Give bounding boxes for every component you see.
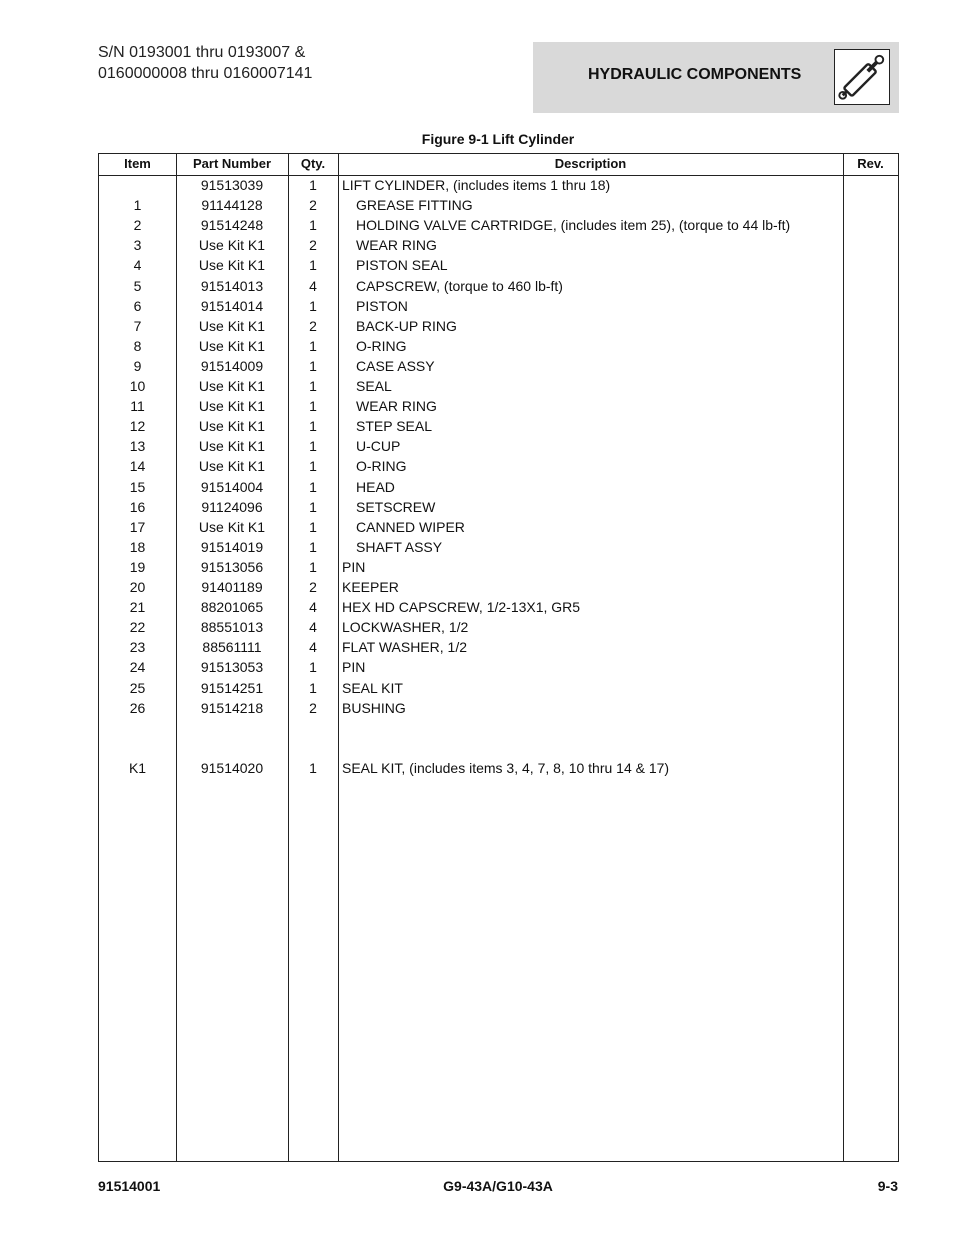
page-number: 9-3 (877, 1178, 898, 1194)
header-qty: Qty. (300, 156, 326, 171)
part-number-cell: Use Kit K1 (198, 518, 266, 535)
item-cell: 17 (129, 518, 146, 535)
qty-cell: 1 (309, 458, 317, 475)
part-number-cell: 91514020 (200, 759, 264, 776)
item-cell: 1 (133, 197, 142, 214)
item-cell: 20 (129, 579, 146, 595)
qty-cell: 4 (309, 277, 317, 294)
item-cell: 19 (129, 558, 146, 575)
qty-cell: 1 (309, 478, 317, 495)
qty-cell: 1 (309, 659, 317, 676)
part-number-cell: 91144128 (201, 197, 263, 214)
table-row (99, 517, 898, 537)
item-cell: 10 (129, 378, 146, 394)
item-cell: 8 (133, 337, 142, 354)
part-number-cell: 91514248 (200, 217, 264, 234)
qty-cell: 2 (309, 317, 317, 334)
table-row (99, 255, 898, 275)
part-number-cell: 91514009 (200, 357, 264, 374)
table-row (99, 276, 898, 296)
qty-cell: 1 (309, 177, 317, 193)
description-cell: LIFT CYLINDER, (includes items 1 thru 18) (342, 177, 611, 193)
description-cell: PIN (342, 558, 366, 575)
table-row (99, 758, 898, 778)
table-row (99, 557, 898, 577)
qty-cell: 1 (309, 518, 317, 535)
qty-cell: 1 (309, 498, 317, 515)
qty-cell: 1 (309, 337, 317, 354)
qty-cell: 4 (309, 619, 317, 636)
serial-line-1: S/N 0193001 thru 0193007 & (98, 44, 306, 61)
table-row (99, 215, 898, 235)
qty-cell: 1 (309, 398, 317, 415)
part-number-cell: Use Kit K1 (198, 418, 266, 435)
part-number-cell: 91513053 (200, 659, 264, 676)
serial-line-2: 0160000008 thru 0160007141 (98, 65, 313, 82)
item-cell: 13 (129, 438, 146, 455)
part-number-cell: 91514014 (200, 297, 264, 314)
doc-number: 91514001 (98, 1178, 161, 1194)
item-cell: 21 (129, 599, 146, 616)
description-cell: SEAL (356, 378, 392, 394)
part-number-cell: 91514251 (200, 679, 264, 696)
item-cell: 9 (133, 357, 142, 374)
qty-cell: 1 (309, 438, 317, 455)
qty-cell: 1 (309, 357, 317, 374)
description-cell: BUSHING (342, 699, 406, 716)
description-cell: HOLDING VALVE CARTRIDGE, (includes item 25), (torque to 44 lb-ft) (356, 217, 791, 234)
part-number-cell: 91513056 (200, 558, 264, 575)
qty-cell: 2 (309, 579, 317, 595)
part-number-cell: 88201065 (200, 599, 264, 616)
description-cell: SEAL KIT (342, 679, 403, 696)
part-number-cell: 91514004 (200, 478, 264, 495)
table-row (99, 436, 898, 456)
description-cell: WEAR RING (356, 398, 437, 415)
table-row (99, 617, 898, 637)
item-cell: 25 (129, 679, 146, 696)
table-row (99, 597, 898, 617)
description-cell: U-CUP (356, 438, 401, 455)
table-row (99, 738, 898, 758)
item-cell: 12 (129, 418, 146, 435)
description-cell: BACK-UP RING (356, 317, 457, 334)
table-row (99, 336, 898, 356)
table-row (99, 396, 898, 416)
part-number-cell: Use Kit K1 (198, 398, 266, 415)
item-cell: 24 (129, 659, 146, 676)
qty-cell: 4 (309, 599, 317, 616)
table-row (99, 718, 898, 738)
table-row (99, 195, 898, 215)
part-number-cell: Use Kit K1 (198, 438, 266, 455)
section-header (533, 42, 899, 113)
part-number-cell: 88551013 (200, 619, 264, 636)
item-cell: 23 (129, 639, 146, 656)
item-cell: 26 (129, 699, 146, 716)
qty-cell: 1 (309, 217, 317, 234)
item-cell: 7 (133, 317, 142, 334)
description-cell: SETSCREW (356, 498, 436, 515)
part-number-cell: Use Kit K1 (198, 317, 266, 334)
part-number-cell: 91514013 (200, 277, 264, 294)
description-cell: GREASE FITTING (356, 197, 473, 214)
table-row (99, 175, 898, 195)
part-number-cell: Use Kit K1 (198, 337, 266, 354)
description-cell: O-RING (356, 337, 407, 354)
table-row (99, 637, 898, 657)
description-cell: FLAT WASHER, 1/2 (342, 639, 467, 656)
description-cell: CANNED WIPER (356, 518, 465, 535)
item-cell: K1 (128, 759, 147, 776)
item-cell: 4 (133, 257, 142, 274)
serial-number-range (98, 42, 312, 84)
table-row (99, 537, 898, 557)
qty-cell: 2 (309, 699, 317, 716)
table-row (99, 477, 898, 497)
header-item: Item (124, 156, 151, 171)
qty-cell: 1 (309, 378, 317, 394)
qty-cell: 2 (309, 237, 317, 254)
header-part-number: Part Number (192, 156, 272, 171)
table-row (99, 678, 898, 698)
item-cell: 2 (133, 217, 142, 234)
item-cell: 22 (129, 619, 146, 636)
hydraulic-cylinder-icon (834, 49, 890, 105)
description-cell: HEX HD CAPSCREW, 1/2-13X1, GR5 (342, 599, 581, 616)
table-row (99, 416, 898, 436)
item-cell: 3 (133, 237, 142, 254)
table-row (99, 296, 898, 316)
table-row (99, 356, 898, 376)
part-number-cell: Use Kit K1 (198, 237, 266, 254)
header-rev: Rev. (857, 156, 884, 171)
part-number-cell: 91513039 (200, 177, 264, 193)
table-row (99, 577, 898, 597)
part-number-cell: 91514019 (200, 538, 264, 555)
part-number-cell: 91401189 (201, 579, 263, 595)
qty-cell: 1 (309, 759, 317, 776)
description-cell: O-RING (356, 458, 407, 475)
item-cell: 14 (129, 458, 146, 475)
description-cell: WEAR RING (356, 237, 437, 254)
qty-cell: 1 (309, 558, 317, 575)
header-description: Description (554, 156, 627, 171)
description-cell: SEAL KIT, (includes items 3, 4, 7, 8, 10 thru 14 & 17) (342, 759, 670, 776)
table-row (99, 657, 898, 677)
part-number-cell: 91514218 (200, 699, 264, 716)
item-cell: 6 (133, 297, 142, 314)
description-cell: CASE ASSY (356, 357, 435, 374)
part-number-cell: Use Kit K1 (198, 378, 266, 394)
qty-cell: 1 (309, 538, 317, 555)
table-row (99, 497, 898, 517)
table-row (99, 376, 898, 396)
description-cell: KEEPER (342, 579, 399, 595)
item-cell: 15 (129, 478, 146, 495)
qty-cell: 1 (309, 257, 317, 274)
description-cell: SHAFT ASSY (356, 538, 443, 555)
table-row (99, 698, 898, 718)
qty-cell: 4 (309, 639, 317, 656)
qty-cell: 1 (309, 679, 317, 696)
description-cell: STEP SEAL (356, 418, 433, 435)
part-number-cell: 91124096 (201, 498, 263, 515)
section-title: HYDRAULIC COMPONENTS (588, 66, 802, 83)
table-row (99, 456, 898, 476)
item-cell: 18 (129, 538, 146, 555)
figure-title: Figure 9-1 Lift Cylinder (421, 131, 575, 147)
table-row (99, 316, 898, 336)
model-number: G9-43A/G10-43A (443, 1178, 553, 1194)
description-cell: LOCKWASHER, 1/2 (342, 619, 469, 636)
description-cell: PISTON (356, 297, 408, 314)
item-cell: 16 (129, 498, 146, 515)
qty-cell: 1 (309, 418, 317, 435)
part-number-cell: Use Kit K1 (198, 458, 266, 475)
part-number-cell: 88561111 (202, 639, 262, 656)
item-cell: 5 (133, 277, 142, 294)
description-cell: PISTON SEAL (356, 257, 448, 274)
parts-table (98, 153, 899, 1162)
qty-cell: 2 (309, 197, 317, 214)
description-cell: PIN (342, 659, 366, 676)
table-row (99, 235, 898, 255)
description-cell: CAPSCREW, (torque to 460 lb-ft) (356, 277, 563, 294)
description-cell: HEAD (356, 478, 395, 495)
item-cell: 11 (130, 398, 145, 415)
part-number-cell: Use Kit K1 (198, 257, 266, 274)
qty-cell: 1 (309, 297, 317, 314)
